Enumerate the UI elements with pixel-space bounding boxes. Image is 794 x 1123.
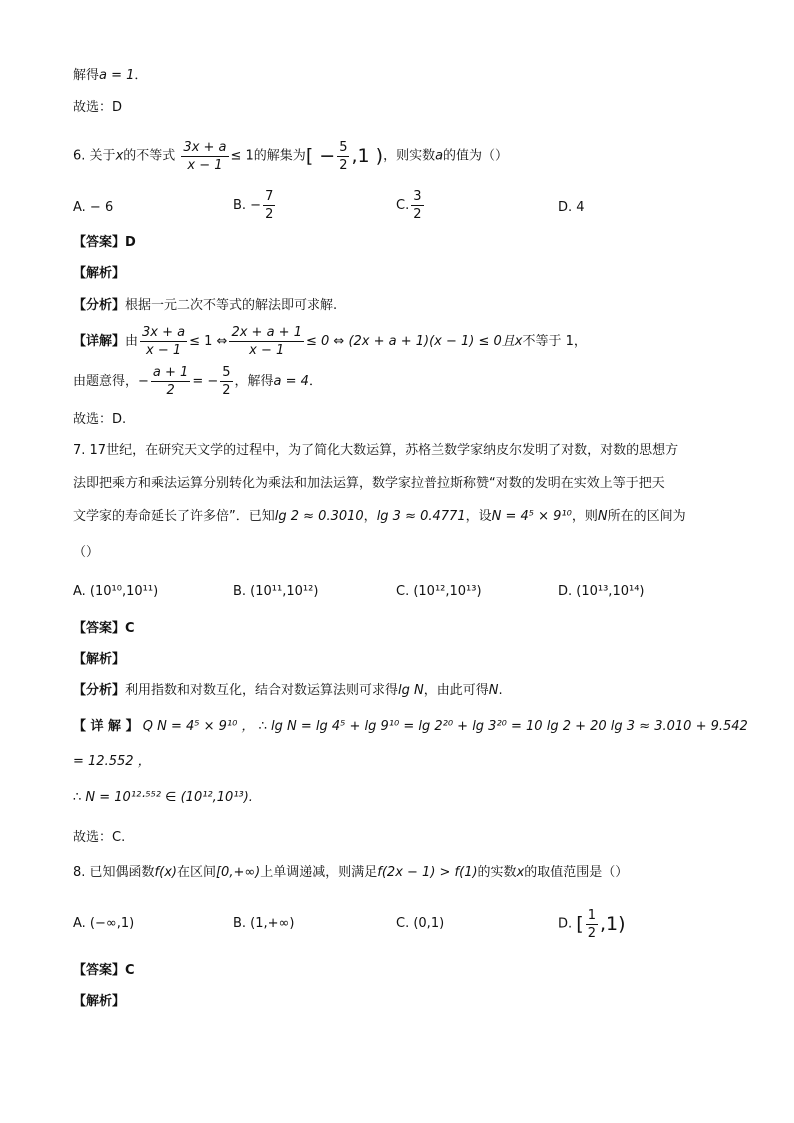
denominator: 2 xyxy=(166,383,175,398)
label: C. xyxy=(396,198,410,213)
math: a = 1 xyxy=(99,68,135,83)
label: 【分析】 xyxy=(73,298,126,313)
text: = − xyxy=(192,374,219,389)
fraction xyxy=(140,324,187,359)
text: ，由此可得 xyxy=(423,683,489,698)
text: 的实数 xyxy=(477,865,517,880)
label: D. xyxy=(558,916,573,932)
fraction xyxy=(151,364,190,399)
fraction xyxy=(229,324,304,359)
math: f(x) xyxy=(154,865,177,880)
choice-line: 故选：D. xyxy=(73,412,127,427)
text: 上单调递减，则满足 xyxy=(260,865,378,880)
math: N = 4⁵ × 9¹⁰ xyxy=(491,509,572,524)
text: 利用指数和对数互化，结合对数运算法则可求得 xyxy=(125,683,399,698)
numerator: 1 xyxy=(587,907,596,923)
label: 【 详 解 】 xyxy=(73,719,139,734)
text: ． xyxy=(308,374,322,389)
fraction xyxy=(181,139,228,174)
bracket: [ − xyxy=(305,145,336,167)
text: 文学家的寿命延长了许多倍”．已知 xyxy=(73,509,275,524)
solve-line xyxy=(73,66,147,86)
analysis-label: 【解析】 xyxy=(73,652,126,667)
text: 的取值范围是（） xyxy=(524,865,629,880)
text: ， xyxy=(363,509,377,524)
numerator: 2x + a + 1 xyxy=(231,325,302,340)
answer-label: 【答案】C xyxy=(73,621,135,636)
denominator: 2 xyxy=(587,925,596,941)
math: lg N xyxy=(398,683,424,698)
var: x xyxy=(516,865,525,880)
numerator: 7 xyxy=(265,189,274,204)
option-c: C. (0,1) xyxy=(396,916,445,931)
text: 的值为（） xyxy=(443,148,509,164)
analysis-text xyxy=(73,681,503,701)
label: 【分析】 xyxy=(73,683,126,698)
text: 8. 已知偶函数 xyxy=(73,865,155,880)
bracket: [ xyxy=(576,913,584,935)
option-a: A. − 6 xyxy=(73,200,114,215)
option-d: D. 4 xyxy=(558,200,585,215)
denominator: 2 xyxy=(265,207,274,222)
math: lg 3 ≈ 0.4771 xyxy=(376,509,466,524)
math: f(2x − 1) > f(1) xyxy=(377,865,478,880)
option-c xyxy=(396,186,426,226)
denominator: 2 xyxy=(413,207,422,222)
text: . xyxy=(498,683,503,698)
option-b xyxy=(233,186,277,226)
numerator: 3x + a xyxy=(183,139,227,155)
text: 由题意得，− xyxy=(73,374,149,389)
fraction xyxy=(586,907,598,942)
numerator: 5 xyxy=(222,365,231,380)
text: 不等于 1， xyxy=(522,334,587,349)
question-7-line-1: 7. 17世纪，在研究天文学的过程中，为了简化大数运算，苏格兰数学家纳皮尔发明了对数，对数的思想方 xyxy=(73,443,679,458)
label: B. − xyxy=(233,198,262,213)
math: Q N = 4⁵ × 9¹⁰ ， xyxy=(142,719,255,734)
question-number: 6. xyxy=(73,148,86,164)
question-7-line-3 xyxy=(73,507,686,527)
choice-line: 故选：C. xyxy=(73,830,126,845)
numerator: a + 1 xyxy=(152,365,189,380)
math: lg 2 ≈ 0.3010 xyxy=(274,509,364,524)
math: ≤ 0 ⇔ (2x + a + 1)(x − 1) ≤ 0且 xyxy=(305,334,515,349)
conclusion-line: ∴ N = 10¹²·⁵⁵² ∈ (10¹²,10¹³). xyxy=(73,790,253,805)
analysis-label: 【解析】 xyxy=(73,266,126,281)
answer-label: 【答案】D xyxy=(73,235,136,250)
analysis-text xyxy=(73,296,337,316)
detail-line xyxy=(73,322,587,362)
text: ，则实数 xyxy=(383,148,436,164)
text: 根据一元二次不等式的解法即可求解. xyxy=(125,298,338,313)
denominator: x − 1 xyxy=(187,157,223,173)
derivation-line xyxy=(73,362,322,402)
bracket: ,1) xyxy=(600,913,626,935)
numerator: 3 xyxy=(413,189,422,204)
denominator: x − 1 xyxy=(249,343,285,358)
math: [0,+∞) xyxy=(215,865,261,880)
text: ，设 xyxy=(465,509,492,524)
choice-line: 故选：D xyxy=(73,100,123,115)
label: 【详解】 xyxy=(73,334,126,349)
result-line: = 12.552 ， xyxy=(73,754,151,769)
text: ≤ 1 ⇔ xyxy=(189,334,228,349)
analysis-label: 【解析】 xyxy=(73,994,126,1009)
denominator: x − 1 xyxy=(146,343,182,358)
bracket: ,1 ) xyxy=(351,145,384,167)
math: a = 4 xyxy=(273,374,309,389)
fraction xyxy=(220,364,232,399)
question-7-line-4: （） xyxy=(73,545,100,560)
text: 解得 xyxy=(73,68,100,83)
var: a xyxy=(435,148,444,164)
var: x xyxy=(514,334,523,349)
question-6-stem xyxy=(73,136,508,177)
question-8-stem xyxy=(73,863,628,883)
math: N xyxy=(488,683,499,698)
denominator: 2 xyxy=(339,157,348,173)
option-d xyxy=(558,904,626,945)
text: ≤ 1的解集为 xyxy=(230,148,306,164)
text: ，则 xyxy=(571,509,598,524)
numerator: 3x + a xyxy=(142,325,186,340)
fraction xyxy=(337,139,349,174)
fraction xyxy=(263,188,275,223)
option-d: D. (10¹³,10¹⁴) xyxy=(558,584,645,599)
answer-label: 【答案】C xyxy=(73,963,135,978)
question-7-line-2: 法即把乘方和乘法运算分别转化为乘法和加法运算，数学家拉普拉斯称赞“对数的发明在实效上等于把天 xyxy=(73,476,665,491)
text: ． xyxy=(134,68,148,83)
denominator: 2 xyxy=(222,383,231,398)
detail-line xyxy=(73,717,748,737)
text: 由 xyxy=(125,334,139,349)
option-b: B. (10¹¹,10¹²) xyxy=(233,584,319,599)
text: 的不等式 xyxy=(123,148,176,164)
text: 在区间 xyxy=(176,865,216,880)
var: N xyxy=(597,509,608,524)
option-b: B. (1,+∞) xyxy=(233,916,295,931)
option-a: A. (10¹⁰,10¹¹) xyxy=(73,584,159,599)
fraction xyxy=(411,188,423,223)
math: ∴ lg N = lg 4⁵ + lg 9¹⁰ = lg 2²⁰ + lg 3²⁰ = 10 lg 2 + 20 lg 3 ≈ 3.010 + 9.542 xyxy=(258,719,748,734)
text: 关于 xyxy=(89,148,116,164)
var: x xyxy=(115,148,124,164)
numerator: 5 xyxy=(339,139,348,155)
option-c: C. (10¹²,10¹³) xyxy=(396,584,482,599)
text: 所在的区间为 xyxy=(607,509,686,524)
option-a: A. (−∞,1) xyxy=(73,916,135,931)
text: ，解得 xyxy=(234,374,274,389)
